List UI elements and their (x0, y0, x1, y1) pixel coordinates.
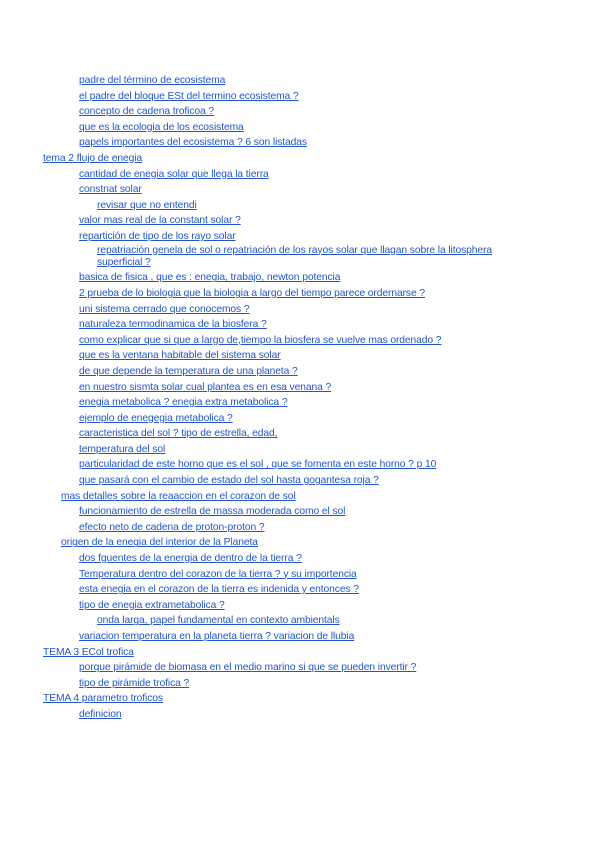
toc-entry-level-3[interactable]: revisar que no entendi (97, 199, 197, 211)
toc-entry-level-2[interactable]: dos fguentes de la energia de dentro de la tierra ? (79, 553, 302, 565)
toc-entry-level-2[interactable]: tipo de enegia extrametabolica ? (79, 599, 225, 611)
toc-entry-level-2[interactable]: que pasará con el cambio de estado del sol hasta gogantesa roja ? (79, 475, 379, 487)
toc-entry-level-2[interactable]: padre del término de ecosistema (79, 75, 226, 86)
toc-entry-level-2[interactable]: que es la ventana habitable del sistema solar (79, 350, 281, 362)
toc-entry-level-2[interactable]: basica de fisica , que es : enegia, trabajo, newton potencia (79, 272, 341, 284)
toc-entry-level-2[interactable]: que es la ecologia de los ecosistema (79, 121, 244, 133)
toc-entry-level-2[interactable]: particularidad de este horno que es el sol , que se fomenta en este horno ? p 10 (79, 459, 437, 471)
toc-entry-level-2[interactable]: como explicar que si que a largo de,tiempo la biosfera se vuelve mas ordenado ? (79, 334, 442, 346)
toc-entry-level-2[interactable]: en nuestro sismta solar cual plantea es en esa venana ? (79, 381, 332, 393)
toc-entry-level-2[interactable]: tipo de pirámide trofica ? (79, 677, 190, 689)
toc-entry-level-2[interactable]: enegia metabolica ? enegia extra metabolica ? (79, 397, 288, 409)
toc-entry-level-2[interactable]: uni sistema cerrado que conocemos ? (79, 303, 250, 315)
table-of-contents (0, 73, 600, 723)
toc-entry-level-2[interactable]: constnat solar (79, 184, 142, 196)
toc-entry-level-2[interactable]: naturaleza termodinamica de la biosfera ? (79, 319, 267, 331)
toc-entry-level-0[interactable]: TEMA 4 parametro troficos (43, 693, 163, 705)
toc-entry-level-2[interactable]: de que depende la temperatura de una planeta ? (79, 365, 298, 377)
toc-entry-level-2[interactable]: porque pirámide de biomasa en el medio marino si que se pueden invertir ? (79, 662, 417, 674)
toc-entry-level-3[interactable]: repatriación genela de sol o repatriación de los rayos solar que llagan sobre la litosphera superficial ? (97, 244, 493, 268)
toc-entry-level-2[interactable]: Temperatura dentro del corazon de la tierra ? y su importencia (79, 568, 357, 580)
toc-entry-level-2[interactable]: temperatura del sol (79, 443, 166, 455)
toc-entry-level-2[interactable]: caracteristica del sol ? tipo de estrella, edad, (79, 428, 278, 440)
toc-entry-level-2[interactable]: efecto neto de cadena de proton-proton ? (79, 521, 265, 533)
toc-entry-level-2[interactable]: cantidad de enegia solar que llega la tierra (79, 168, 269, 180)
toc-entry-level-1[interactable]: origen de la enegia del interior de la Planeta (61, 537, 258, 549)
toc-entry-level-2[interactable]: definicion (79, 708, 122, 720)
toc-entry-level-2[interactable]: 2 prueba de lo biologia que la biologia a largo del tiempo parece ordernarse ? (79, 287, 425, 299)
toc-entry-level-2[interactable]: funcionamiento de estrella de massa moderada como el sol (79, 506, 346, 518)
toc-entry-level-0[interactable]: TEMA 3 ECol trofica (43, 646, 134, 658)
toc-entry-level-3[interactable]: onda larga, papel fundamental en contexto ambientals (97, 615, 340, 627)
toc-entry-level-2[interactable]: concepto de cadena troficoa ? (79, 106, 215, 118)
toc-entry-level-2[interactable]: papels importantes del ecosistema ? 6 son listadas (79, 137, 307, 149)
toc-entry-level-2[interactable]: esta enegia en el corazon de la tierra es indenida y entonces ? (79, 584, 359, 596)
toc-entry-level-0[interactable]: tema 2 flujo de enegia (43, 152, 143, 164)
toc-entry-level-1[interactable]: mas detalles sobre la reaaccion en el corazon de sol (61, 490, 296, 502)
toc-entry-level-2[interactable]: ejemplo de enegegia metabolica ? (79, 412, 233, 424)
toc-entry-level-2[interactable]: valor mas real de la constant solar ? (79, 215, 241, 227)
toc-entry-level-2[interactable]: el padre del bloque ESt del termino ecosistema ? (79, 90, 299, 102)
toc-entry-level-2[interactable]: repartición de tipo de los rayo solar (79, 230, 236, 242)
toc-entry-level-2[interactable]: variacion temperatura en la planeta tierra ? variacion de llubia (79, 631, 355, 642)
